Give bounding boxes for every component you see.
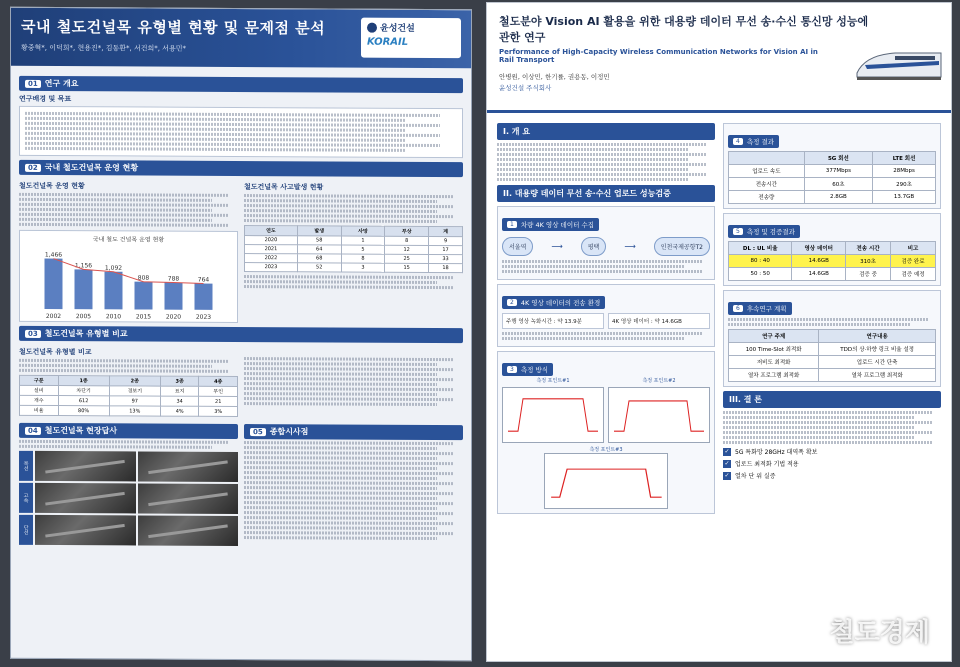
box-data-collection [497, 206, 715, 280]
result-list [723, 447, 941, 480]
table-cell: 18 [429, 263, 463, 272]
table-cell: 전송량 [729, 191, 805, 204]
chart-value-label: 788 [167, 275, 180, 283]
box-number: 3 [507, 366, 517, 373]
table-cell: 100 Time-Slot 최적화 [729, 343, 819, 356]
table-row [729, 165, 936, 178]
table-cell: 60초 [804, 178, 872, 191]
box-label: 측정 방식 [520, 366, 549, 374]
conclusion-text [244, 441, 463, 540]
site-photos [19, 451, 238, 546]
table-cell: 17 [429, 245, 463, 254]
watermark-subtext: Rail Economy News [831, 653, 900, 661]
subheading: 연구배경 및 목표 [19, 94, 72, 104]
logo-mark-icon [367, 22, 377, 32]
section-05 [244, 424, 463, 440]
result-item [723, 459, 941, 468]
table-header: 계 [429, 226, 463, 236]
poster-right-title: 철도분야 Vision AI 활용을 위한 대용량 데이터 무선 송·수신 통신망 성능에 관한 연구 [499, 15, 869, 44]
box-number: 2 [507, 299, 517, 306]
route-node: 평택 [581, 237, 607, 256]
box-heading [502, 218, 599, 231]
table-cell: 3% [199, 406, 238, 416]
overview-text [19, 106, 463, 158]
table-cell: 50 : 50 [729, 268, 792, 281]
table-header [729, 152, 805, 165]
table-cell: 377Mbps [804, 165, 872, 178]
table-row [729, 343, 936, 356]
table-header: 영상 데이터 [792, 242, 846, 255]
table-row [729, 356, 936, 369]
section-number: 05 [250, 428, 266, 436]
box-heading [728, 302, 792, 315]
chart-value-label: 1,156 [74, 262, 93, 270]
section-label: 국내 철도건널목 운영 현황 [44, 162, 139, 173]
table-cell: 업로드 시간 단축 [819, 356, 936, 369]
box-heading [728, 225, 800, 238]
status-text [19, 193, 238, 227]
chart-bar [195, 283, 213, 309]
poster-right-authors: 안병원, 이상민, 한기률, 권용동, 이정민 [499, 73, 610, 81]
info-chip: 4K 영상 데이터 : 약 14.6GB [608, 313, 710, 329]
accident-table [244, 225, 463, 273]
conclusion-text [723, 411, 941, 444]
table-cell: 2020 [245, 236, 298, 245]
table-cell: 97 [109, 396, 160, 406]
box-label: 측정 및 검증결과 [746, 228, 795, 236]
site-photo [138, 483, 239, 514]
section-label: 연구 개요 [44, 78, 79, 89]
logo-a-text: 윤성건설 [380, 23, 415, 34]
route-flow [502, 237, 710, 256]
table-row [729, 191, 936, 204]
transfer-text [502, 332, 710, 340]
site-photo [35, 451, 136, 482]
table-cell: 5 [341, 245, 385, 254]
chart-category-label: 2023 [195, 313, 212, 321]
table-cell: 310초 [846, 255, 891, 268]
chart-bar [135, 282, 153, 310]
arrow-right-icon: ⟶ [551, 242, 563, 251]
table-cell: 52 [297, 263, 341, 272]
graph-caption: 측정 포인트#2 [642, 378, 676, 384]
table-row [245, 263, 463, 273]
section-label: 철도건널목 현장답사 [44, 425, 118, 436]
table-cell: 13% [109, 406, 160, 416]
table-cell: 열차 프로그램 최적화 [819, 369, 936, 382]
site-photo [138, 515, 239, 546]
table-cell: 경보기 [109, 386, 160, 396]
sponsor-logos [361, 18, 461, 59]
result-item [723, 471, 941, 480]
table-header: 연구내용 [819, 330, 936, 343]
section-conclusion: III. 결 론 [723, 391, 941, 408]
table-cell: 290초 [873, 178, 936, 191]
box-label: 측정 결과 [746, 138, 775, 146]
table-cell: 15 [385, 263, 429, 272]
section-number: 02 [25, 163, 41, 171]
box-measurement-result [723, 123, 941, 209]
collection-text [502, 260, 710, 273]
table-cell: 저비도 최적화 [729, 356, 819, 369]
box-transfer-environment [497, 284, 715, 347]
table-header: 4종 [199, 376, 238, 386]
table-cell: 68 [297, 254, 341, 263]
photo-label: 단선 [19, 515, 33, 545]
table-cell: 80% [58, 406, 109, 416]
table-cell: 28Mbps [873, 165, 936, 178]
measurement-table [728, 151, 936, 204]
table-header: 사망 [341, 226, 385, 236]
subheading: 철도건널목 사고발생 현황 [244, 183, 324, 192]
table-header: LTE 회선 [873, 152, 936, 165]
section-number: 01 [25, 79, 41, 87]
table-cell: 업로드 속도 [729, 165, 805, 178]
subheading: 철도건널목 유형별 비교 [19, 347, 92, 357]
table-cell: 2021 [245, 245, 298, 254]
result-text: 업로드 최적화 기법 적용 [735, 461, 799, 468]
table-cell: 검증 예정 [891, 268, 936, 281]
poster-right-subtitle: Performance of High-Capacity Wireless Communication Networks for Vision AI in Rail Transport [499, 48, 818, 64]
site-text [19, 440, 238, 449]
section-number: 03 [25, 329, 41, 337]
watermark [798, 612, 930, 649]
table-cell: 표지 [160, 386, 199, 396]
table-cell: 무인 [199, 386, 238, 396]
check-icon: ✓ [724, 472, 730, 479]
section-number: 04 [25, 426, 41, 434]
table-cell: 2022 [245, 254, 298, 263]
poster-left-authors: 황중혁*, 이덕희*, 현용진*, 김동환*, 서건희*, 서용민* [21, 43, 186, 53]
table-header: 2종 [109, 376, 160, 386]
table-header: 1종 [58, 376, 109, 386]
section-02 [19, 160, 463, 177]
table-cell: 34 [160, 396, 199, 406]
throughput-graph [544, 453, 669, 509]
table-cell: 13.7GB [873, 191, 936, 204]
watermark-logo-icon [798, 618, 824, 644]
poster-right [486, 2, 952, 662]
chart-category-label: 2015 [135, 313, 152, 321]
chart-category-label: 2005 [75, 313, 92, 321]
site-photo [35, 483, 136, 514]
photo-label: 복선 [19, 451, 33, 481]
poster-right-header [487, 3, 951, 113]
table-cell: 열차 프로그램 최적화 [729, 369, 819, 382]
check-icon: ✓ [724, 460, 730, 467]
table-cell: 전송시간 [729, 178, 805, 191]
result-text: 5G 특화망 28GHz 대역폭 확보 [735, 449, 818, 456]
bar-chart-svg [23, 243, 234, 322]
section-01 [19, 76, 463, 93]
table-row [20, 405, 238, 416]
box-heading [502, 363, 553, 376]
table-cell: 64 [297, 245, 341, 254]
section-04 [19, 423, 238, 439]
watermark-text: 철도경제 [829, 618, 930, 648]
table-cell: 9 [429, 236, 463, 245]
site-photo [138, 451, 239, 482]
table-header: 구분 [20, 375, 59, 385]
overview-text [497, 143, 715, 181]
table-cell: 8 [385, 236, 429, 245]
box-number: 5 [733, 228, 743, 235]
poster-left-header [11, 8, 471, 68]
table-header: 전송 시간 [846, 242, 891, 255]
table-row [729, 369, 936, 382]
chart-category-label: 2002 [45, 312, 62, 321]
table-cell: 21 [199, 396, 238, 406]
table-row [729, 268, 936, 281]
table-cell: 25 [385, 254, 429, 263]
route-node: 인천국제공항T2 [654, 237, 710, 256]
table-header: 발생 [297, 226, 341, 236]
chart-bar [75, 269, 93, 309]
table-header: 연도 [245, 226, 298, 236]
table-cell: 12 [385, 245, 429, 254]
plan-table [728, 329, 936, 382]
throughput-graph [502, 387, 604, 443]
box-label: 4K 영상 데이터의 전송 환경 [520, 299, 601, 307]
box-measurement-method [497, 351, 715, 514]
chart-bar [105, 272, 123, 310]
arrow-right-icon: ⟶ [624, 242, 636, 251]
result-item [723, 447, 941, 456]
table-row [729, 178, 936, 191]
type-analysis-text [244, 345, 463, 418]
type-table [19, 375, 238, 417]
table-cell: 612 [58, 396, 109, 406]
table-cell: 80 : 40 [729, 255, 792, 268]
site-photo [35, 515, 136, 546]
box-number: 4 [733, 138, 743, 145]
table-header: 5G 회선 [804, 152, 872, 165]
plan-text [728, 318, 936, 326]
section-label: 종합시사점 [269, 427, 309, 437]
route-node: 서울역 [502, 237, 533, 256]
box-number: 6 [733, 305, 743, 312]
table-cell: 4% [160, 406, 199, 416]
chart-value-label: 1,466 [44, 251, 63, 259]
section-label: 철도건널목 유형별 비교 [44, 328, 128, 339]
table-header: 부상 [385, 226, 429, 236]
box-label: 차량 4K 영상 데이터 수집 [520, 221, 595, 229]
table-header: 연구 주제 [729, 330, 819, 343]
section-overview: I. 개 요 [497, 123, 715, 140]
table-cell: TDD의 상·하향 링크 비율 설정 [819, 343, 936, 356]
chart-bar [165, 282, 183, 309]
crossing-chart [19, 230, 238, 323]
table-header: DL : UL 비율 [729, 242, 792, 255]
result-text: 열차 단 위 실증 [735, 473, 776, 480]
info-chip: 주행 영상 녹화시간 : 약 13.9분 [502, 313, 604, 329]
chart-category-label: 2020 [165, 313, 182, 321]
table-cell: 2023 [245, 263, 298, 272]
section-03 [19, 326, 463, 343]
table-header: 3종 [160, 376, 199, 386]
table-cell: 1 [341, 236, 385, 245]
chart-value-label: 1,092 [104, 264, 123, 272]
table-cell: 검증 완료 [891, 255, 936, 268]
yunsung-logo [367, 21, 455, 34]
table-cell: 3 [341, 263, 385, 272]
box-heading [728, 135, 779, 148]
poster-right-affiliation: 윤성건설 주식회사 [499, 84, 552, 92]
graph-caption: 측정 포인트#3 [589, 447, 623, 453]
box-verification [723, 213, 941, 286]
chart-bar [45, 259, 63, 310]
chart-category-label: 2010 [105, 313, 122, 321]
poster-left [10, 7, 472, 661]
table-cell: 14.6GB [792, 268, 846, 281]
section-upload-validation: II. 대용량 데이터 무선 송·수신 업로드 성능검증 [497, 185, 715, 202]
accident-notes [244, 275, 463, 289]
box-heading [502, 296, 605, 309]
accident-text [244, 194, 463, 223]
korail-logo: KORAIL [367, 36, 409, 48]
table-header: 비고 [891, 242, 936, 255]
table-cell: 8 [341, 254, 385, 263]
table-cell: 개수 [20, 395, 59, 405]
box-future-plan [723, 290, 941, 387]
chart-value-label: 808 [137, 274, 150, 282]
table-cell: 58 [297, 236, 341, 245]
table-cell: 차단기 [58, 386, 109, 396]
ratio-table [728, 241, 936, 281]
train-image [855, 43, 945, 89]
chart-value-label: 764 [197, 276, 210, 284]
table-cell: 14.6GB [792, 255, 846, 268]
throughput-graph [608, 387, 710, 443]
table-cell: 설비 [20, 385, 59, 395]
type-text [19, 359, 238, 373]
check-icon: ✓ [724, 448, 730, 455]
subheading: 철도건널목 운영 현황 [19, 181, 85, 191]
table-cell: 비율 [20, 405, 59, 415]
photo-label: 고속 [19, 483, 33, 513]
table-row [729, 255, 936, 268]
box-label: 후속연구 계획 [746, 305, 787, 313]
table-cell: 33 [429, 254, 463, 263]
chart-title: 국내 철도 건널목 운영 현황 [92, 236, 165, 244]
graph-caption: 측정 포인트#1 [536, 378, 570, 384]
box-number: 1 [507, 221, 517, 228]
table-cell: 검증 중 [846, 268, 891, 281]
poster-left-title: 국내 철도건널목 유형별 현황 및 문제점 분석 [21, 17, 326, 38]
table-cell: 2.8GB [804, 191, 872, 204]
